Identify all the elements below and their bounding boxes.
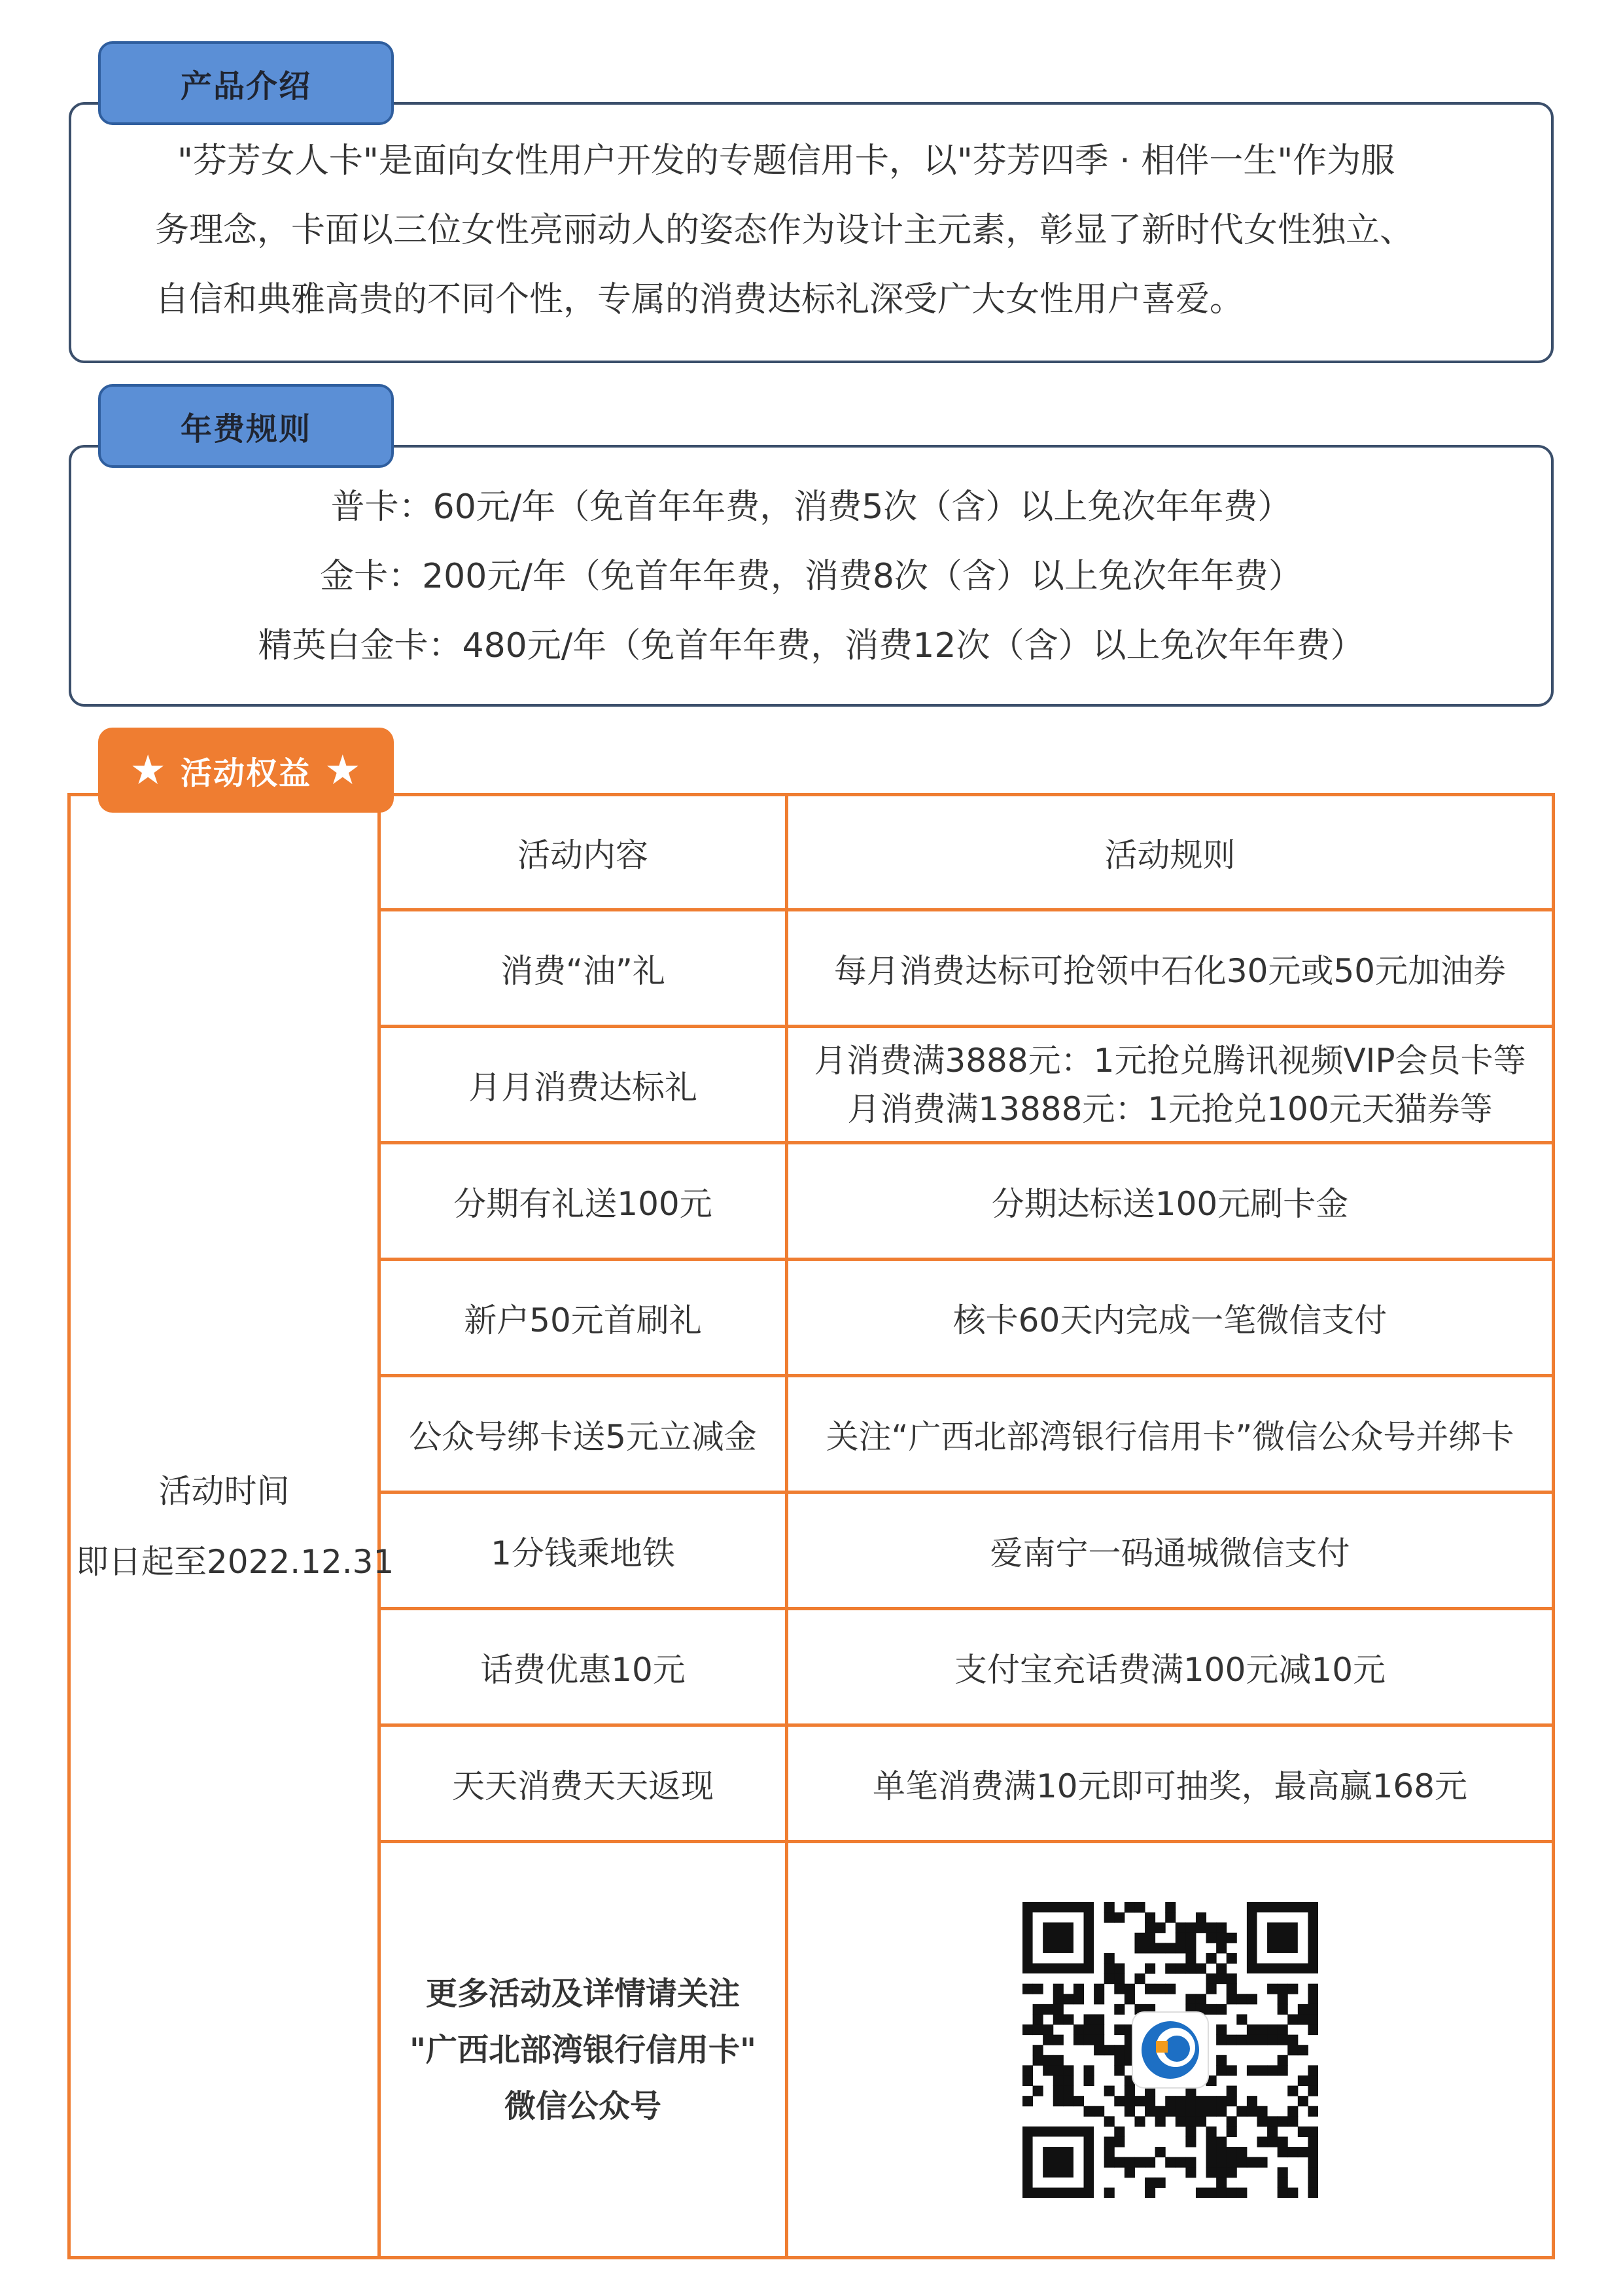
intro-line: "芬芳女人卡"是面向女性用户开发的专题信用卡，以"芬芳四季 · 相伴一生"作为服: [177, 141, 1395, 181]
activity-content: 消费“油”礼: [379, 910, 787, 1027]
activity-content: 话费优惠10元: [379, 1609, 787, 1725]
activity-rule: 关注“广西北部湾银行信用卡”微信公众号并绑卡: [787, 1376, 1554, 1492]
fee-tab-label: 年费规则: [180, 410, 311, 448]
activity-table: [67, 793, 1555, 2259]
activity-time-value: 即日起至2022.12.31: [76, 1542, 394, 1581]
activity-content: 月月消费达标礼: [379, 1027, 787, 1143]
intro-tab: [98, 41, 394, 125]
activity-rule: 核卡60天内完成一笔微信支付: [787, 1260, 1554, 1376]
activity-time-cell: [69, 795, 394, 2258]
activity-content: 公众号绑卡送5元立减金: [379, 1376, 787, 1492]
activity-content: 1分钱乘地铁: [379, 1492, 787, 1609]
intro-line: 务理念，卡面以三位女性亮丽动人的姿态作为设计主元素，彰显了新时代女性独立、: [155, 211, 1414, 250]
activity-content: 天天消费天天返现: [379, 1725, 787, 1842]
header-content: 活动内容: [379, 795, 787, 910]
qr-caption: [379, 1842, 787, 2258]
fee-line-platinum: 精英白金卡：480元/年（免首年年费，消费12次（含）以上免次年年费）: [258, 626, 1365, 665]
activity-rule: 每月消费达标可抢领中石化30元或50元加油券: [787, 910, 1554, 1027]
intro-box: [69, 102, 1554, 363]
activity-tab: [98, 728, 394, 813]
intro-tab-label: 产品介绍: [180, 67, 311, 105]
activity-content: 分期有礼送100元: [379, 1143, 787, 1260]
activity-rule: [787, 1027, 1554, 1143]
fee-tab: [98, 384, 394, 468]
fee-line-standard: 普卡：60元/年（免首年年费，消费5次（含）以上免次年年费）: [330, 487, 1292, 527]
header-rule: 活动规则: [787, 795, 1554, 910]
qr-caption-line: "广西北部湾银行信用卡": [409, 2031, 757, 2068]
star-icon: ★: [324, 746, 362, 794]
qr-caption-line: 微信公众号: [504, 2087, 661, 2125]
activity-rule-line: 月消费满3888元：1元抢兑腾讯视频VIP会员卡等: [814, 1041, 1526, 1080]
activity-rule-line: 月消费满13888元：1元抢兑100元天猫券等: [847, 1089, 1493, 1128]
intro-line: 自信和典雅高贵的不同个性，专属的消费达标礼深受广大女性用户喜爱。: [155, 280, 1244, 319]
fee-box: [69, 445, 1554, 707]
activity-rule: 爱南宁一码通城微信支付: [787, 1492, 1554, 1609]
qr-cell: [787, 1842, 1554, 2258]
fee-line-gold: 金卡：200元/年（免首年年费，消费8次（含）以上免次年年费）: [320, 557, 1302, 596]
activity-content: 新户50元首刷礼: [379, 1260, 787, 1376]
qr-code: [1022, 1902, 1318, 2198]
activity-rule: 支付宝充话费满100元减10元: [787, 1609, 1554, 1725]
activity-rule: 单笔消费满10元即可抽奖，最高赢168元: [787, 1725, 1554, 1842]
activity-rule: 分期达标送100元刷卡金: [787, 1143, 1554, 1260]
star-icon: ★: [130, 746, 167, 794]
activity-tab-label: 活动权益: [180, 754, 311, 792]
activity-time-label: 活动时间: [158, 1472, 290, 1510]
qr-caption-line: 更多活动及详情请关注: [425, 1975, 740, 2012]
